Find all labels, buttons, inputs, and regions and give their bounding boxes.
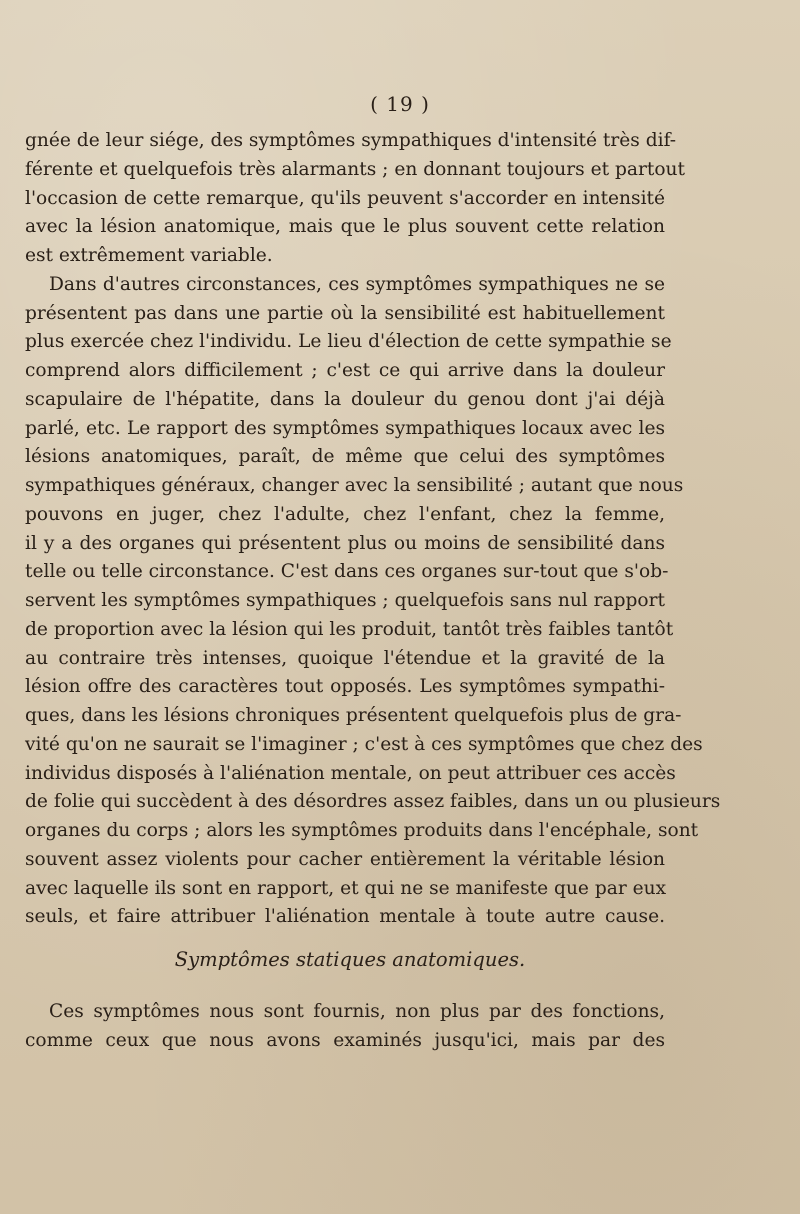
text-line: sympathiques généraux, changer avec la sensibilité ; autant que nous	[25, 475, 684, 496]
text-line: comme ceux que nous avons examinés jusqu'ici, mais par des	[25, 1029, 665, 1051]
text-line: souvent assez violents pour cacher entièrement la véritable lésion	[25, 848, 665, 870]
text-line: gnée de leur siége, des symptômes sympathiques d'intensité très dif-	[25, 130, 677, 151]
text-line: lésions anatomiques, paraît, de même que celui des symptômes	[25, 446, 665, 468]
page-number: ( 19 )	[370, 92, 430, 116]
text-line: présentent pas dans une partie où la sensibilité est habituellement	[25, 302, 665, 324]
text-line: Ces symptômes nous sont fournis, non plus par des fonctions,	[49, 1001, 665, 1022]
text-line: parlé, etc. Le rapport des symptômes sympathiques locaux avec les	[25, 417, 665, 439]
text-line: de proportion avec la lésion qui les produit, tantôt très faibles tantôt	[25, 618, 674, 640]
text-line: servent les symptômes sympathiques ; quelquefois sans nul rapport	[25, 590, 665, 611]
text-line: il y a des organes qui présentent plus ou moins de sensibilité dans	[25, 532, 665, 554]
text-line: pouvons en juger, chez l'adulte, chez l'enfant, chez la femme,	[25, 503, 665, 525]
text-line: individus disposés à l'aliénation mentale, on peut attribuer ces accès	[25, 762, 676, 784]
text-line: comprend alors difficilement ; c'est ce qui arrive dans la douleur	[25, 360, 665, 381]
text-line: lésion offre des caractères tout opposés. Les symptômes sympathi-	[25, 676, 665, 698]
section-heading: Symptômes statiques anatomiques.	[174, 948, 526, 971]
text-line: vité qu'on ne saurait se l'imaginer ; c'est à ces symptômes que chez des	[25, 733, 703, 755]
text-line: de folie qui succèdent à des désordres assez faibles, dans un ou plusieurs	[25, 791, 721, 813]
text-line: avec laquelle ils sont en rapport, et qui ne se manifeste que par eux	[25, 877, 667, 899]
body-text-main	[25, 127, 721, 932]
text-line: plus exercée chez l'individu. Le lieu d'élection de cette sympathie se	[25, 331, 672, 353]
text-line: est extrêmement variable.	[25, 245, 273, 266]
text-line: seuls, et faire attribuer l'aliénation mentale à toute autre cause.	[25, 906, 665, 928]
text-line: telle ou telle circonstance. C'est dans ces organes sur-tout que s'ob-	[25, 561, 669, 583]
text-line: l'occasion de cette remarque, qu'ils peuvent s'accorder en intensité	[25, 187, 665, 209]
text-line: férente et quelquefois très alarmants ; en donnant toujours et partout	[25, 158, 685, 180]
text-line: avec la lésion anatomique, mais que le plus souvent cette relation	[25, 216, 665, 238]
body-text-section	[25, 998, 665, 1056]
text-line: ques, dans les lésions chroniques présentent quelquefois plus de gra-	[25, 705, 682, 726]
text-line: Dans d'autres circonstances, ces symptômes sympathiques ne se	[49, 273, 665, 295]
text-line: scapulaire de l'hépatite, dans la douleur du genou dont j'ai déjà	[25, 388, 665, 410]
text-line: organes du corps ; alors les symptômes produits dans l'encéphale, sont	[25, 820, 699, 841]
text-line: au contraire très intenses, quoique l'étendue et la gravité de la	[25, 647, 665, 669]
